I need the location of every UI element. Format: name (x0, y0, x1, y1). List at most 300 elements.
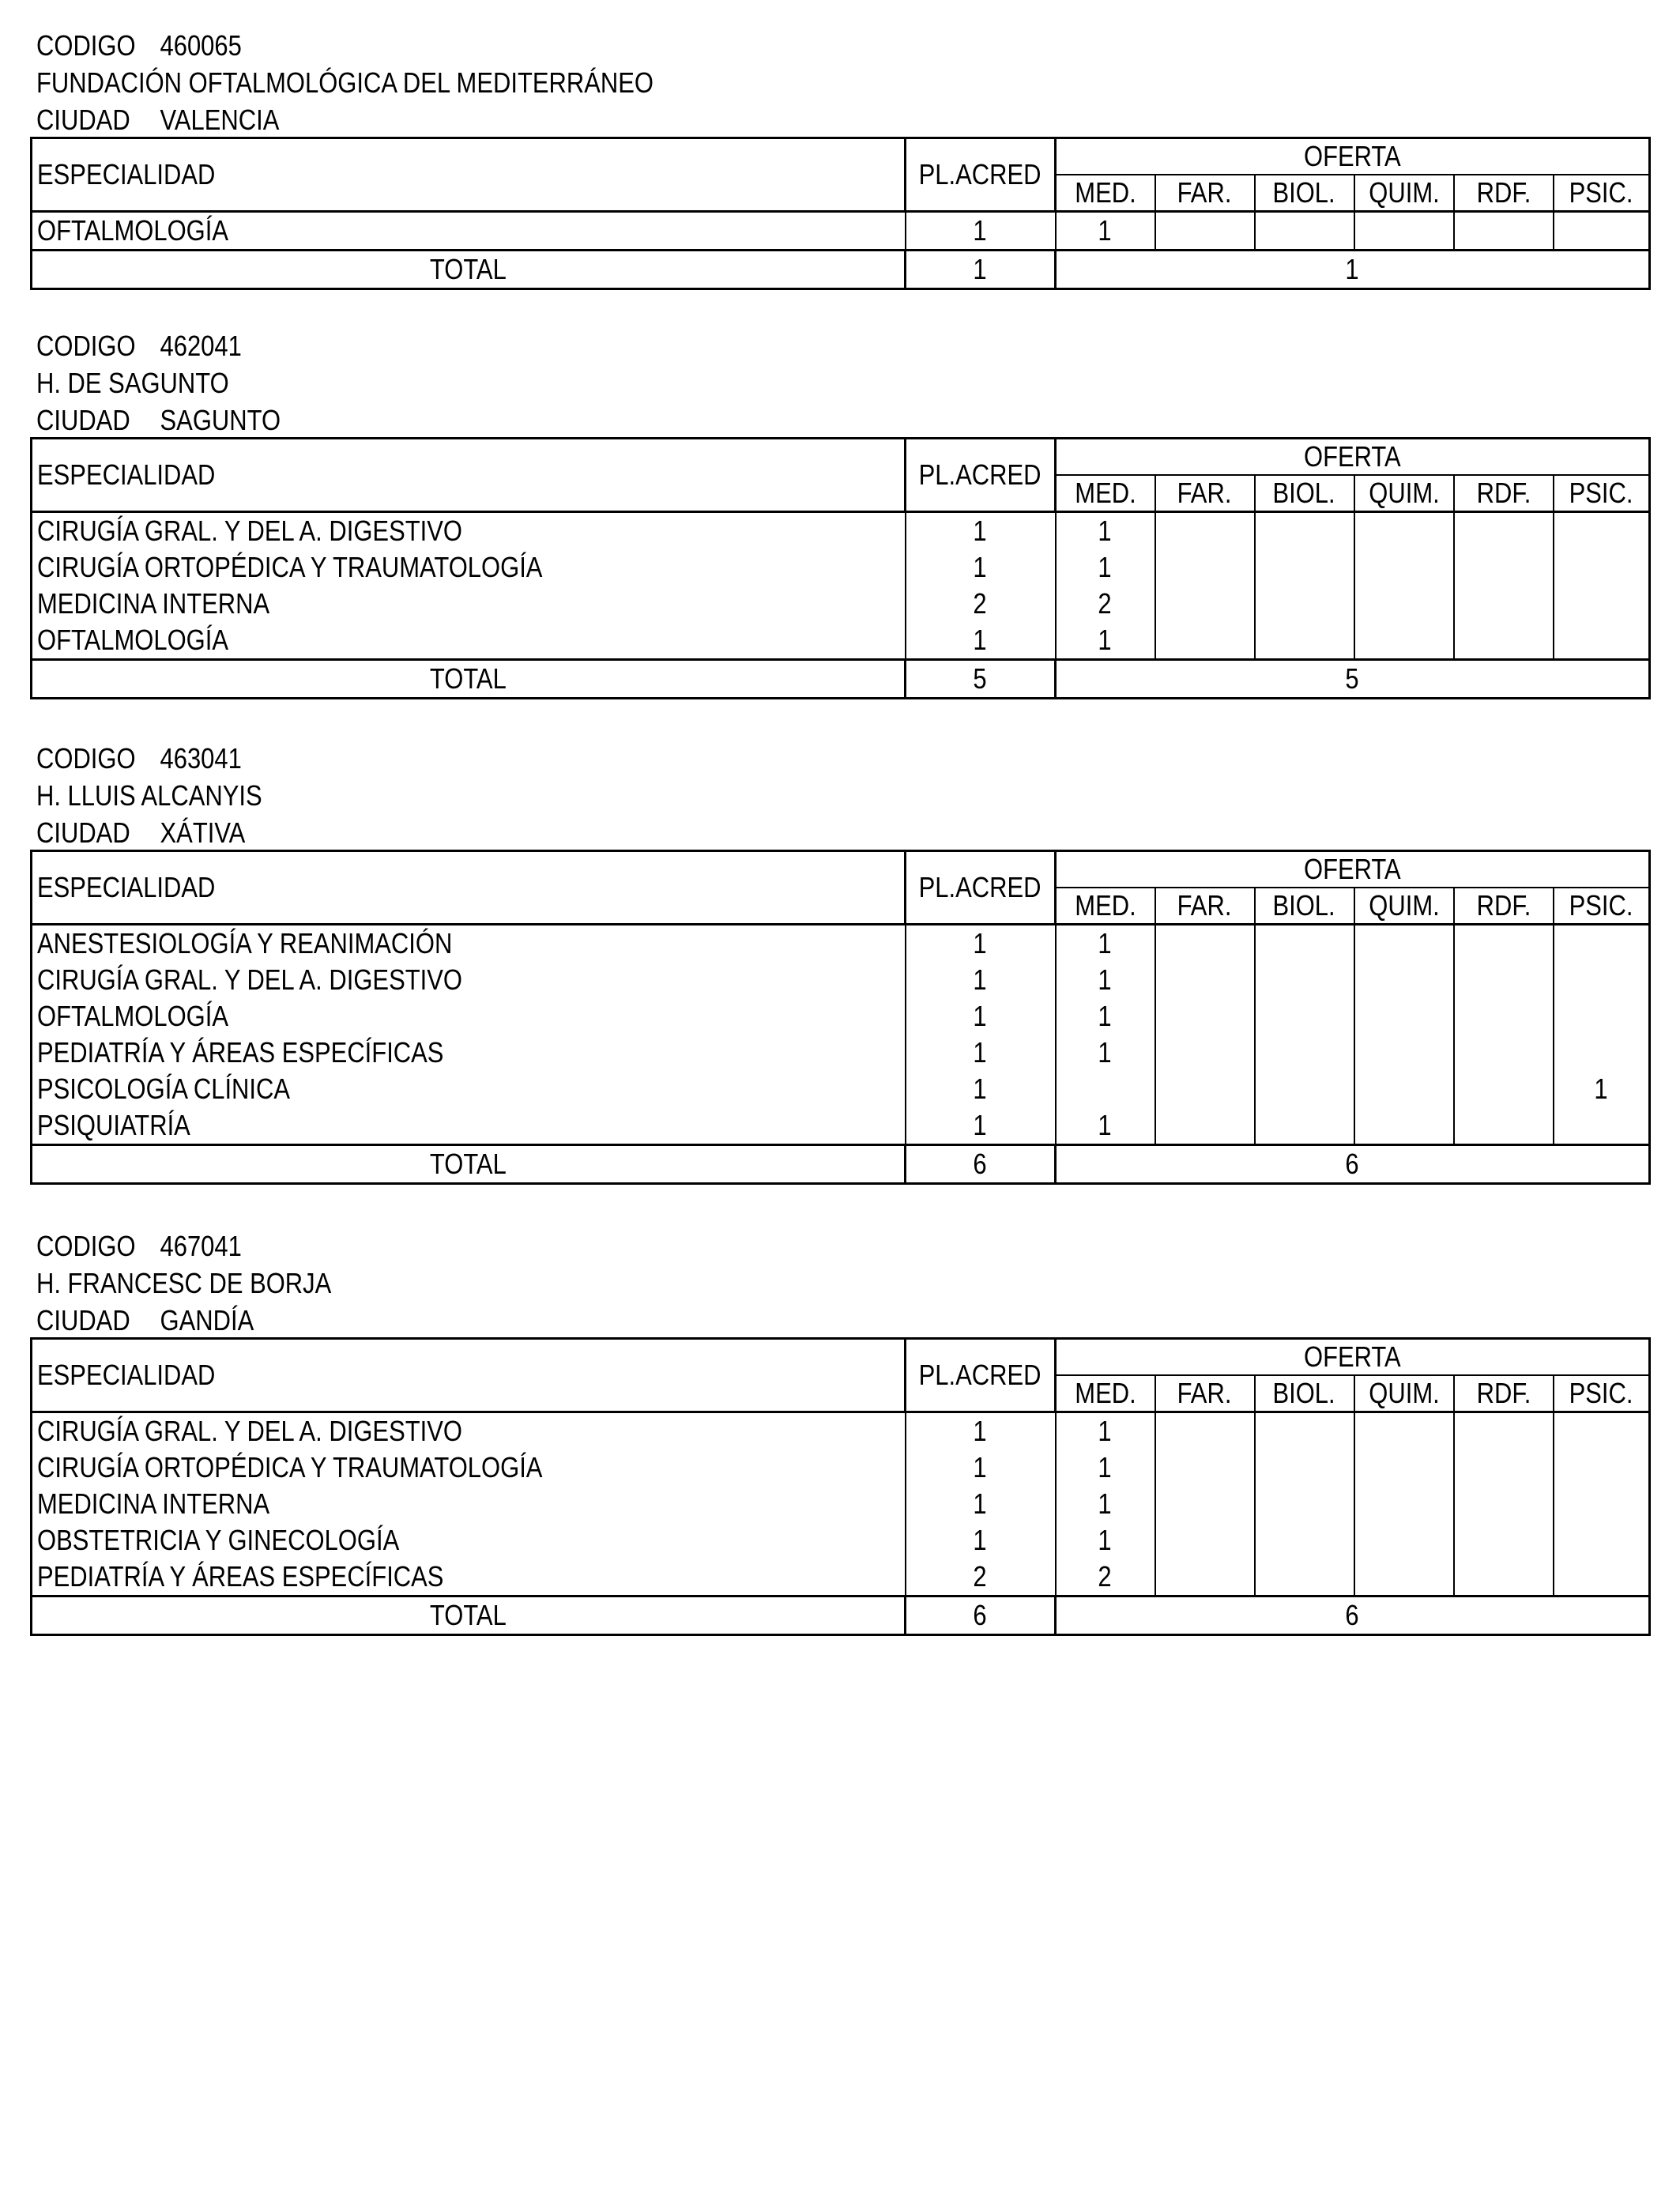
oferta-med-cell (1056, 925, 1155, 963)
especialidad-cell (32, 622, 906, 660)
header-row (32, 138, 1650, 175)
oferta-rdf-cell (1454, 925, 1554, 963)
header-col-med (1056, 888, 1155, 925)
total-row (32, 1145, 1650, 1184)
oferta-biol-cell (1255, 1035, 1354, 1071)
oferta-rdf-cell (1454, 549, 1554, 586)
codigo-line (36, 1229, 242, 1264)
especialidad-text: OFTALMOLOGÍA (37, 214, 228, 247)
oferta-med-cell (1056, 622, 1155, 660)
oferta-psic-cell (1554, 998, 1650, 1035)
oferta-psic-cell (1554, 1107, 1650, 1145)
oferta-med-cell (1056, 1035, 1155, 1071)
oferta-med-value: 1 (1098, 1451, 1113, 1483)
especialidad-cell (32, 1449, 906, 1486)
oferta-quim-cell (1354, 1449, 1454, 1486)
oferta-quim-cell (1354, 549, 1454, 586)
oferta-med-value: 1 (1098, 1415, 1113, 1447)
oferta-far-cell (1155, 925, 1255, 963)
header-col-rdf (1454, 888, 1554, 925)
especialidad-text: CIRUGÍA GRAL. Y DEL A. DIGESTIVO (37, 1415, 462, 1447)
header-col-med (1056, 1375, 1155, 1412)
oferta-med-value: 1 (1098, 1109, 1113, 1141)
especialidad-text: ANESTESIOLOGÍA Y REANIMACIÓN (37, 927, 453, 959)
oferta-far-cell (1155, 998, 1255, 1035)
especialidad-text: OBSTETRICIA Y GINECOLOGÍA (37, 1524, 400, 1556)
total-placred-cell (906, 1145, 1056, 1184)
placred-value: 1 (973, 1109, 988, 1141)
oferta-biol-cell (1255, 1522, 1354, 1559)
placred-cell (906, 925, 1056, 963)
especialidad-cell (32, 1412, 906, 1450)
total-placred-value: 6 (973, 1599, 988, 1631)
total-row (32, 660, 1650, 699)
center-name: H. LLUIS ALCANYIS (36, 779, 262, 812)
oferta-med-cell (1056, 512, 1155, 550)
table-row (32, 962, 1650, 998)
header-especialidad-label: ESPECIALIDAD (37, 158, 216, 190)
header-col-far (1155, 175, 1255, 212)
oferta-quim-cell (1354, 1035, 1454, 1071)
header-especialidad (32, 851, 906, 925)
header-col-label: FAR. (1177, 176, 1232, 209)
oferta-psic-cell (1554, 1412, 1650, 1450)
table-row (32, 1449, 1650, 1486)
codigo-label: CODIGO (36, 29, 136, 62)
placred-cell (906, 998, 1056, 1035)
header-col-label: MED. (1075, 889, 1136, 922)
header-oferta-label: OFERTA (1304, 440, 1401, 473)
placred-value: 1 (973, 1487, 988, 1520)
oferta-psic-cell (1554, 512, 1650, 550)
header-col-psic (1554, 475, 1650, 512)
header-placred (906, 851, 1056, 925)
header-placred-label: PL.ACRED (919, 1359, 1042, 1391)
table-row (32, 212, 1650, 251)
placred-value: 1 (973, 1451, 988, 1483)
oferta-biol-cell (1255, 1449, 1354, 1486)
oferta-quim-cell (1354, 1107, 1454, 1145)
total-row (32, 1596, 1650, 1635)
oferta-far-cell (1155, 1107, 1255, 1145)
oferta-far-cell (1155, 622, 1255, 660)
table-row (32, 1071, 1650, 1107)
table-row (32, 925, 1650, 963)
placred-value: 1 (973, 1072, 988, 1105)
ciudad-value: SAGUNTO (160, 404, 281, 436)
oferta-quim-cell (1354, 1522, 1454, 1559)
oferta-far-cell (1155, 212, 1255, 251)
header-col-label: PSIC. (1569, 1377, 1633, 1409)
oferta-psic-cell (1554, 925, 1650, 963)
header-oferta (1056, 138, 1650, 175)
oferta-quim-cell (1354, 512, 1454, 550)
especialidades-table (30, 137, 1651, 290)
total-oferta-cell (1056, 1596, 1650, 1635)
oferta-med-cell (1056, 1486, 1155, 1522)
codigo-value: 467041 (160, 1230, 242, 1262)
header-col-biol (1255, 475, 1354, 512)
placred-cell (906, 1412, 1056, 1450)
especialidad-text: PSICOLOGÍA CLÍNICA (37, 1072, 291, 1105)
total-placred-cell (906, 660, 1056, 699)
header-col-label: RDF. (1476, 889, 1531, 922)
oferta-biol-cell (1255, 1559, 1354, 1596)
ciudad-label: CIUDAD (36, 1304, 130, 1336)
header-placred-label: PL.ACRED (919, 458, 1042, 491)
header-col-label: RDF. (1476, 477, 1531, 509)
placred-value: 1 (973, 1036, 988, 1069)
header-especialidad-label: ESPECIALIDAD (37, 871, 216, 903)
especialidad-cell (32, 998, 906, 1035)
oferta-med-value: 2 (1098, 587, 1113, 620)
oferta-psic-cell (1554, 212, 1650, 251)
header-col-rdf (1454, 475, 1554, 512)
placred-value: 1 (973, 624, 988, 656)
header-row (32, 1339, 1650, 1376)
total-oferta-value: 5 (1345, 662, 1360, 695)
especialidad-text: PSIQUIATRÍA (37, 1109, 190, 1141)
placred-value: 1 (973, 515, 988, 547)
total-label-cell (32, 251, 906, 289)
total-oferta-cell (1056, 251, 1650, 289)
oferta-med-cell (1056, 998, 1155, 1035)
oferta-rdf-cell (1454, 586, 1554, 622)
header-col-psic (1554, 175, 1650, 212)
oferta-med-value: 1 (1098, 1524, 1113, 1556)
oferta-med-cell (1056, 1559, 1155, 1596)
oferta-psic-cell (1554, 1486, 1650, 1522)
placred-value: 1 (973, 1000, 988, 1032)
total-label: TOTAL (430, 253, 507, 285)
ciudad-value: XÁTIVA (160, 816, 246, 849)
oferta-biol-cell (1255, 1412, 1354, 1450)
especialidad-cell (32, 1035, 906, 1071)
placred-cell (906, 512, 1056, 550)
table-row (32, 1522, 1650, 1559)
oferta-far-cell (1155, 962, 1255, 998)
especialidad-text: PEDIATRÍA Y ÁREAS ESPECÍFICAS (37, 1560, 444, 1593)
header-col-quim (1354, 475, 1454, 512)
header-col-label: PSIC. (1569, 889, 1633, 922)
codigo-value: 463041 (160, 742, 242, 775)
header-col-label: MED. (1075, 1377, 1136, 1409)
oferta-rdf-cell (1454, 1107, 1554, 1145)
total-oferta-cell (1056, 1145, 1650, 1184)
especialidad-cell (32, 512, 906, 550)
oferta-med-cell (1056, 212, 1155, 251)
oferta-far-cell (1155, 1559, 1255, 1596)
header-col-label: BIOL. (1272, 477, 1336, 509)
oferta-rdf-cell (1454, 1035, 1554, 1071)
table-row (32, 998, 1650, 1035)
especialidad-cell (32, 1486, 906, 1522)
oferta-far-cell (1155, 586, 1255, 622)
oferta-rdf-cell (1454, 1486, 1554, 1522)
table-row (32, 1486, 1650, 1522)
total-label-cell (32, 660, 906, 699)
oferta-far-cell (1155, 1486, 1255, 1522)
header-placred (906, 1339, 1056, 1412)
oferta-biol-cell (1255, 1486, 1354, 1522)
oferta-med-value: 1 (1098, 515, 1113, 547)
especialidad-cell (32, 962, 906, 998)
especialidad-text: MEDICINA INTERNA (37, 1487, 270, 1520)
codigo-label: CODIGO (36, 1230, 136, 1262)
header-col-psic (1554, 1375, 1650, 1412)
placred-value: 1 (973, 963, 988, 996)
codigo-value: 460065 (160, 29, 242, 62)
oferta-rdf-cell (1454, 1522, 1554, 1559)
especialidad-cell (32, 1522, 906, 1559)
oferta-quim-cell (1354, 1071, 1454, 1107)
oferta-psic-cell (1554, 1559, 1650, 1596)
oferta-med-value: 2 (1098, 1560, 1113, 1593)
codigo-line (36, 329, 242, 364)
header-col-far (1155, 475, 1255, 512)
table-row (32, 512, 1650, 550)
header-col-quim (1354, 175, 1454, 212)
placred-cell (906, 1522, 1056, 1559)
oferta-psic-cell (1554, 549, 1650, 586)
oferta-far-cell (1155, 1449, 1255, 1486)
oferta-biol-cell (1255, 549, 1354, 586)
header-especialidad-label: ESPECIALIDAD (37, 458, 216, 491)
especialidad-text: OFTALMOLOGÍA (37, 624, 228, 656)
table-row (32, 1035, 1650, 1071)
header-placred-label: PL.ACRED (919, 158, 1042, 190)
ciudad-line (36, 403, 281, 438)
header-placred (906, 138, 1056, 212)
header-oferta (1056, 851, 1650, 888)
total-placred-cell (906, 1596, 1056, 1635)
oferta-biol-cell (1255, 622, 1354, 660)
header-oferta-label: OFERTA (1304, 1340, 1401, 1373)
header-col-label: BIOL. (1272, 1377, 1336, 1409)
placred-cell (906, 1559, 1056, 1596)
especialidad-cell (32, 925, 906, 963)
total-label: TOTAL (430, 1148, 507, 1180)
total-placred-value: 1 (973, 253, 988, 285)
total-oferta-value: 6 (1345, 1599, 1360, 1631)
oferta-quim-cell (1354, 962, 1454, 998)
oferta-psic-cell (1554, 586, 1650, 622)
oferta-quim-cell (1354, 1412, 1454, 1450)
oferta-quim-cell (1354, 212, 1454, 251)
total-label-cell (32, 1145, 906, 1184)
especialidades-table (30, 850, 1651, 1185)
header-row (32, 439, 1650, 476)
oferta-med-value: 1 (1098, 1487, 1113, 1520)
placred-cell (906, 1107, 1056, 1145)
header-col-label: PSIC. (1569, 176, 1633, 209)
placred-value: 1 (973, 1415, 988, 1447)
oferta-psic-cell (1554, 1449, 1650, 1486)
oferta-med-cell (1056, 962, 1155, 998)
placred-cell (906, 1486, 1056, 1522)
total-label: TOTAL (430, 662, 507, 695)
oferta-med-cell (1056, 1522, 1155, 1559)
oferta-med-cell (1056, 586, 1155, 622)
oferta-quim-cell (1354, 925, 1454, 963)
table-row (32, 1107, 1650, 1145)
header-col-rdf (1454, 175, 1554, 212)
total-placred-cell (906, 251, 1056, 289)
center-name: H. FRANCESC DE BORJA (36, 1267, 332, 1299)
header-especialidad (32, 138, 906, 212)
oferta-rdf-cell (1454, 1071, 1554, 1107)
oferta-med-cell (1056, 1412, 1155, 1450)
oferta-quim-cell (1354, 1486, 1454, 1522)
header-col-far (1155, 888, 1255, 925)
header-col-biol (1255, 1375, 1354, 1412)
ciudad-label: CIUDAD (36, 404, 130, 436)
especialidades-table (30, 1337, 1651, 1636)
codigo-label: CODIGO (36, 742, 136, 775)
header-oferta (1056, 1339, 1650, 1376)
header-oferta (1056, 439, 1650, 476)
total-label-cell (32, 1596, 906, 1635)
oferta-rdf-cell (1454, 212, 1554, 251)
oferta-rdf-cell (1454, 1449, 1554, 1486)
oferta-rdf-cell (1454, 1559, 1554, 1596)
especialidad-cell (32, 212, 906, 251)
placred-cell (906, 622, 1056, 660)
ciudad-value: GANDÍA (160, 1304, 254, 1336)
oferta-biol-cell (1255, 925, 1354, 963)
header-placred (906, 439, 1056, 512)
ciudad-line (36, 816, 245, 850)
oferta-far-cell (1155, 1522, 1255, 1559)
oferta-psic-cell (1554, 1071, 1650, 1107)
placred-value: 1 (973, 551, 988, 583)
center-name: FUNDACIÓN OFTALMOLÓGICA DEL MEDITERRÁNEO (36, 66, 654, 99)
especialidad-cell (32, 549, 906, 586)
oferta-psic-cell (1554, 962, 1650, 998)
oferta-quim-cell (1354, 998, 1454, 1035)
header-col-label: PSIC. (1569, 477, 1633, 509)
placred-value: 2 (973, 587, 988, 620)
oferta-psic-value: 1 (1594, 1072, 1608, 1105)
ciudad-line (36, 103, 279, 138)
oferta-biol-cell (1255, 1107, 1354, 1145)
oferta-biol-cell (1255, 998, 1354, 1035)
header-col-biol (1255, 888, 1354, 925)
header-especialidad (32, 439, 906, 512)
oferta-biol-cell (1255, 212, 1354, 251)
header-col-label: QUIM. (1368, 889, 1440, 922)
oferta-far-cell (1155, 1412, 1255, 1450)
center-name: H. DE SAGUNTO (36, 367, 229, 399)
especialidad-cell (32, 1107, 906, 1145)
total-placred-value: 5 (973, 662, 988, 695)
especialidad-text: PEDIATRÍA Y ÁREAS ESPECÍFICAS (37, 1036, 444, 1069)
placred-cell (906, 962, 1056, 998)
codigo-line (36, 28, 242, 63)
ciudad-label: CIUDAD (36, 816, 130, 849)
header-especialidad (32, 1339, 906, 1412)
oferta-quim-cell (1354, 586, 1454, 622)
header-col-label: FAR. (1177, 889, 1232, 922)
header-col-med (1056, 175, 1155, 212)
oferta-far-cell (1155, 512, 1255, 550)
codigo-line (36, 741, 242, 776)
oferta-med-value: 1 (1098, 624, 1113, 656)
oferta-med-value: 1 (1098, 1000, 1113, 1032)
header-col-label: QUIM. (1368, 176, 1440, 209)
placred-cell (906, 1449, 1056, 1486)
placred-cell (906, 1035, 1056, 1071)
codigo-value: 462041 (160, 330, 242, 362)
header-placred-label: PL.ACRED (919, 871, 1042, 903)
oferta-quim-cell (1354, 622, 1454, 660)
oferta-rdf-cell (1454, 1412, 1554, 1450)
header-col-quim (1354, 888, 1454, 925)
oferta-rdf-cell (1454, 622, 1554, 660)
header-col-label: MED. (1075, 176, 1136, 209)
header-oferta-label: OFERTA (1304, 853, 1401, 885)
especialidad-text: CIRUGÍA GRAL. Y DEL A. DIGESTIVO (37, 963, 462, 996)
especialidad-cell (32, 1071, 906, 1107)
oferta-med-value: 1 (1098, 927, 1113, 959)
oferta-biol-cell (1255, 512, 1354, 550)
oferta-psic-cell (1554, 1522, 1650, 1559)
header-col-rdf (1454, 1375, 1554, 1412)
oferta-rdf-cell (1454, 512, 1554, 550)
total-oferta-cell (1056, 660, 1650, 699)
oferta-psic-cell (1554, 622, 1650, 660)
table-row (32, 1559, 1650, 1596)
ciudad-label: CIUDAD (36, 104, 130, 136)
header-col-med (1056, 475, 1155, 512)
header-col-label: FAR. (1177, 477, 1232, 509)
oferta-rdf-cell (1454, 962, 1554, 998)
header-col-psic (1554, 888, 1650, 925)
placred-cell (906, 586, 1056, 622)
header-col-far (1155, 1375, 1255, 1412)
especialidad-cell (32, 1559, 906, 1596)
header-col-label: RDF. (1476, 1377, 1531, 1409)
oferta-biol-cell (1255, 962, 1354, 998)
header-col-label: QUIM. (1368, 477, 1440, 509)
header-col-biol (1255, 175, 1354, 212)
header-col-label: RDF. (1476, 176, 1531, 209)
total-oferta-value: 6 (1345, 1148, 1360, 1180)
oferta-psic-cell (1554, 1035, 1650, 1071)
ciudad-line (36, 1303, 254, 1338)
oferta-med-value: 1 (1098, 214, 1113, 247)
oferta-med-value: 1 (1098, 551, 1113, 583)
placred-value: 2 (973, 1560, 988, 1593)
codigo-label: CODIGO (36, 330, 136, 362)
oferta-med-cell (1056, 549, 1155, 586)
oferta-biol-cell (1255, 1071, 1354, 1107)
table-row (32, 549, 1650, 586)
placred-cell (906, 549, 1056, 586)
total-label: TOTAL (430, 1599, 507, 1631)
especialidad-text: CIRUGÍA GRAL. Y DEL A. DIGESTIVO (37, 515, 462, 547)
especialidad-cell (32, 586, 906, 622)
placred-cell (906, 1071, 1056, 1107)
header-col-label: QUIM. (1368, 1377, 1440, 1409)
placred-value: 1 (973, 214, 988, 247)
placred-cell (906, 212, 1056, 251)
table-row (32, 586, 1650, 622)
table-row (32, 622, 1650, 660)
oferta-far-cell (1155, 1035, 1255, 1071)
table-row (32, 1412, 1650, 1450)
oferta-quim-cell (1354, 1559, 1454, 1596)
